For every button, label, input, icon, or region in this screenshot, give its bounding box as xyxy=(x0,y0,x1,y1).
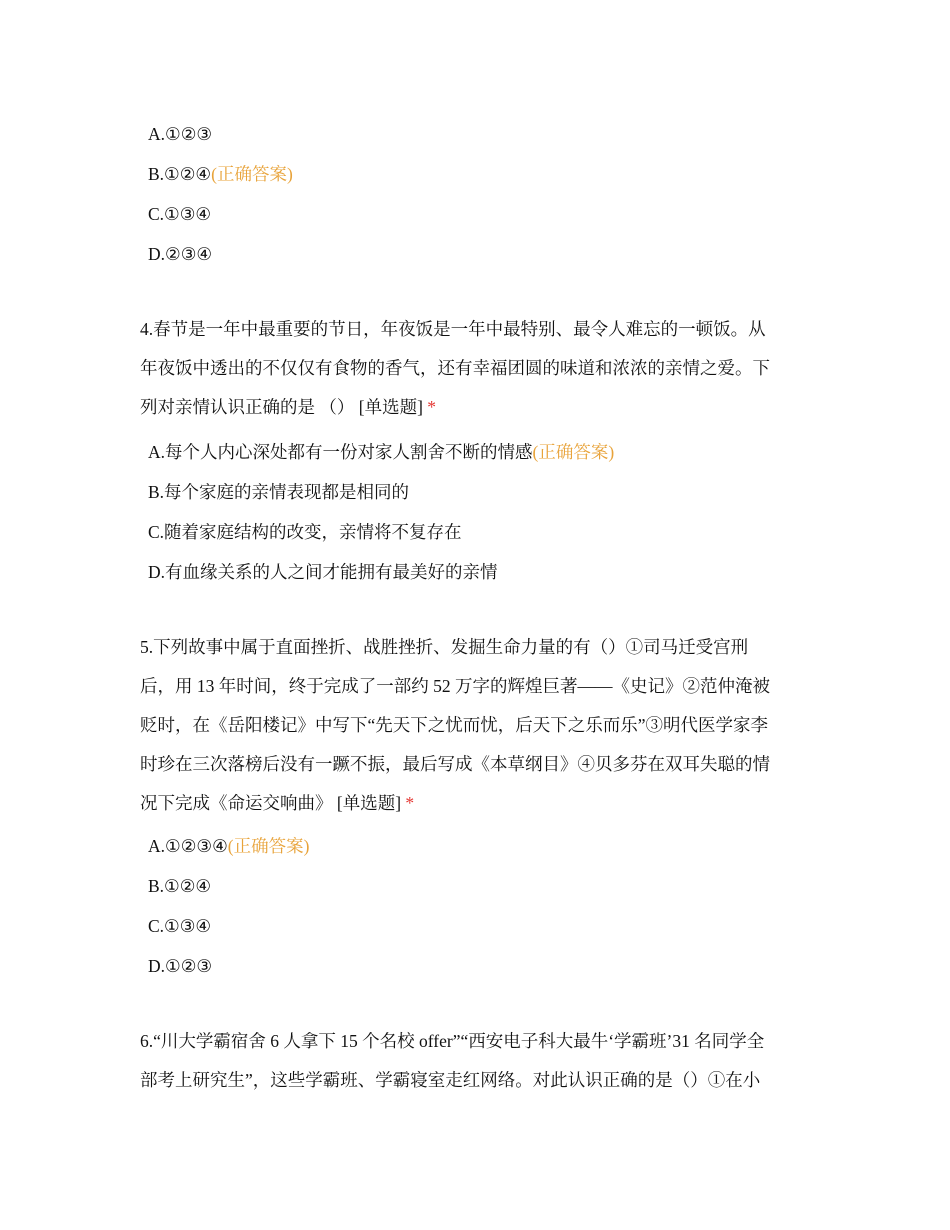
q4-option-c[interactable] xyxy=(148,512,614,552)
question-line: 5.下列故事中属于直面挫折、战胜挫折、发掘生命力量的有（）①司马迁受宫刑 xyxy=(140,637,749,657)
q4-option-a[interactable] xyxy=(148,432,614,472)
question-line-text: 况下完成《命运交响曲》 [单选题] xyxy=(140,793,402,813)
question-line-text: 列对亲情认识正确的是 （） [单选题] xyxy=(140,397,423,417)
option-label: D.有血缘关系的人之间才能拥有最美好的亲情 xyxy=(148,562,498,582)
option-label: C.①③④ xyxy=(148,916,212,936)
q3-option-a[interactable] xyxy=(148,114,293,154)
option-label: D.②③④ xyxy=(148,244,213,264)
option-label: A.①②③ xyxy=(148,124,213,144)
option-label: B.每个家庭的亲情表现都是相同的 xyxy=(148,482,410,502)
q4-option-d[interactable] xyxy=(148,552,614,592)
option-label: A.①②③④ xyxy=(148,836,228,856)
option-label: C.①③④ xyxy=(148,204,212,224)
question-line: 时珍在三次落榜后没有一蹶不振，最后写成《本草纲目》④贝多芬在双耳失聪的情 xyxy=(140,754,770,774)
correct-answer-mark: (正确答案) xyxy=(227,836,310,856)
q4-option-b[interactable] xyxy=(148,472,614,512)
option-label: C.随着家庭结构的改变，亲情将不复存在 xyxy=(148,522,462,542)
q3-option-d[interactable] xyxy=(148,234,293,274)
q3-options xyxy=(148,114,293,274)
question-line xyxy=(140,388,820,427)
correct-answer-mark: (正确答案) xyxy=(532,442,615,462)
q5-option-a[interactable] xyxy=(148,826,309,866)
q5-option-b[interactable] xyxy=(148,866,309,906)
question-line: 4.春节是一年中最重要的节日，年夜饭是一年中最特别、最令人难忘的一顿饭。从 xyxy=(140,319,766,339)
option-label: B.①②④ xyxy=(148,876,212,896)
question-line: 6.“川大学霸宿舍 6 人拿下 15 个名校 offer”“西安电子科大最牛‘学霸班’31 名同学全 xyxy=(140,1031,765,1051)
question-line xyxy=(140,784,820,823)
question-line: 部考上研究生”，这些学霸班、学霸寝室走红网络。对此认识正确的是（）①在小 xyxy=(140,1070,761,1090)
question-line: 年夜饭中透出的不仅仅有食物的香气，还有幸福团圆的味道和浓浓的亲情之爱。下 xyxy=(140,358,770,378)
option-label: A.每个人内心深处都有一份对家人割舍不断的情感 xyxy=(148,442,533,462)
correct-answer-mark: (正确答案) xyxy=(211,164,293,184)
question-line: 后，用 13 年时间，终于完成了一部约 52 万字的辉煌巨著——《史记》②范仲淹被 xyxy=(140,676,770,696)
q3-option-c[interactable] xyxy=(148,194,293,234)
required-mark: * xyxy=(405,793,415,813)
q4-question xyxy=(140,310,820,427)
q5-option-c[interactable] xyxy=(148,906,309,946)
q6-question xyxy=(140,1022,820,1100)
q5-question xyxy=(140,628,820,823)
q4-options xyxy=(148,432,614,592)
required-mark: * xyxy=(427,397,437,417)
option-label: B.①②④ xyxy=(148,164,212,184)
q5-option-d[interactable] xyxy=(148,946,309,986)
question-line: 贬时，在《岳阳楼记》中写下“先天下之忧而忧，后天下之乐而乐”③明代医学家李 xyxy=(140,715,769,735)
q3-option-b[interactable] xyxy=(148,154,293,194)
option-label: D.①②③ xyxy=(148,956,213,976)
q5-options xyxy=(148,826,309,986)
